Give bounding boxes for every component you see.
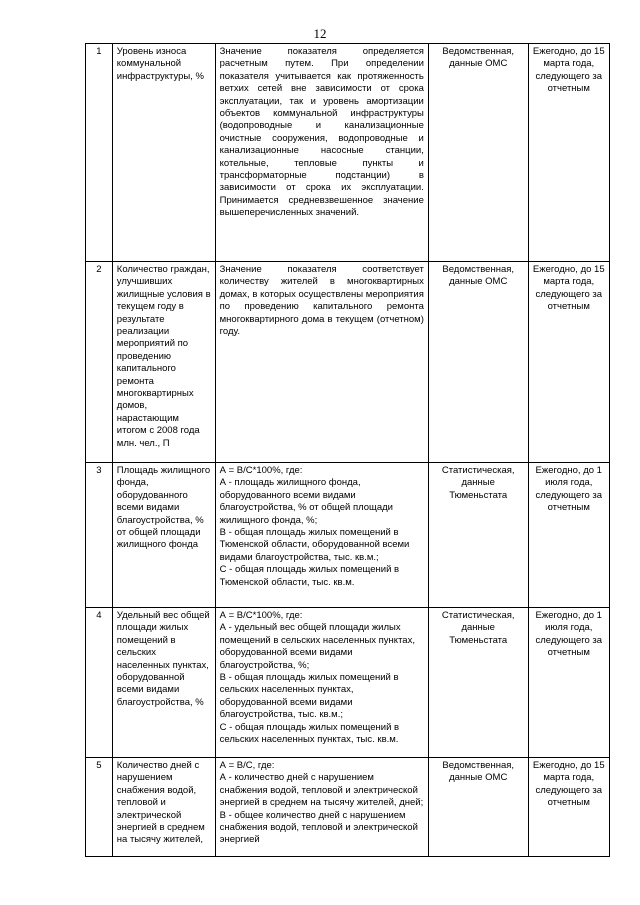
- formula-line: В - общая площадь жилых помещений в Тюменской области, оборудованной всеми видами благоустройства, тыс. кв.м.;: [219, 527, 410, 563]
- page-number: 12: [313, 26, 327, 41]
- row-number: 5: [86, 758, 113, 857]
- reporting-period: Ежегодно, до 1 июля года, следующего за отчетным: [528, 608, 609, 758]
- table-row: [86, 758, 610, 857]
- calculation-method: Значение показателя определяется расчетным путем. При определении показателя учитывается как протяженность ветхих сетей вне зависимости от срока эксплуатации, так и уровень амортизации объектов коммунальной инфраструктуры (водопроводные и канализационные очистные сооружения, водопроводные и канализационные насосные станции, котельные, тепловые пункты и трансформаторные подстанции) в зависимости от срока их эксплуатации. Принимается средневзвешенное значение вышеперечисленных значений.: [215, 44, 428, 262]
- formula-line: А = В/С*100%, где:: [219, 610, 303, 621]
- indicator-name: Удельный вес общей площади жилых помещений в сельских населенных пунктах, оборудованной всеми видами благоустройства, %: [112, 608, 215, 758]
- data-source: Ведомственная, данные ОМС: [428, 758, 528, 857]
- formula-line: А - удельный вес общей площади жилых помещений в сельских населенных пунктах, оборудованной всеми видами благоустройства, %;: [219, 622, 415, 671]
- row-number: 1: [86, 44, 113, 262]
- indicator-name: Площадь жилищного фонда, оборудованного всеми видами благоустройства, % от общей площади жилищного фонда: [112, 463, 215, 608]
- data-source: Ведомственная, данные ОМС: [428, 262, 528, 463]
- table-row: [86, 608, 610, 758]
- table-row: [86, 463, 610, 608]
- formula-line: А - количество дней с нарушением снабжения водой, тепловой и электрической энергией в среднем на тысячу жителей, дней;: [219, 772, 424, 809]
- formula-line: А = В/С*100%, где:: [219, 465, 303, 476]
- formula-line: С - общая площадь жилых помещений в Тюменской области, тыс. кв.м.: [219, 564, 400, 588]
- formula-line: А - площадь жилищного фонда, оборудованного всеми видами благоустройства, % от общей площади жилищного фонда, %;: [219, 477, 393, 526]
- indicator-name: Количество дней с нарушением снабжения водой, тепловой и электрической энергией в среднем на тысячу жителей,: [112, 758, 215, 857]
- calculation-method: [215, 758, 428, 857]
- reporting-period: Ежегодно, до 15 марта года, следующего за отчетным: [528, 262, 609, 463]
- table-row: [86, 262, 610, 463]
- table-row: [86, 44, 610, 262]
- data-source: Статистическая, данные Тюменьстата: [428, 608, 528, 758]
- indicator-name: Уровень износа коммунальной инфраструктуры, %: [112, 44, 215, 262]
- calculation-method: [215, 608, 428, 758]
- row-number: 3: [86, 463, 113, 608]
- indicator-name: Количество граждан, улучшивших жилищные условия в текущем году в результате реализации мероприятий по проведению капитального ремонта многоквартирных домов, нарастающим итогом с 2008 года млн. чел., П: [112, 262, 215, 463]
- reporting-period: Ежегодно, до 15 марта года, следующего за отчетным: [528, 44, 609, 262]
- row-number: 2: [86, 262, 113, 463]
- formula-line: С - общая площадь жилых помещений в сельских населенных пунктах, тыс. кв.м.: [219, 721, 400, 746]
- reporting-period: Ежегодно, до 1 июля года, следующего за отчетным: [528, 463, 609, 608]
- row-number: 4: [86, 608, 113, 758]
- formula-line: В - общая площадь жилых помещений в сельских населенных пунктах, оборудованной всеми видами благоустройства, тыс. кв.м.;: [219, 672, 399, 721]
- data-source: Статистическая, данные Тюменьстата: [428, 463, 528, 608]
- reporting-period: Ежегодно, до 15 марта года, следующего за отчетным: [528, 758, 609, 857]
- calculation-method: Значение показателя соответствует количеству жителей в многоквартирных домах, в которых осуществлены мероприятия по проведению капитального ремонта многоквартирного дома в текущем (отчетном) году.: [215, 262, 428, 463]
- calculation-method: [215, 463, 428, 608]
- indicators-table: [85, 43, 610, 857]
- formula-line: А = В/С, где:: [219, 760, 275, 771]
- formula-line: В - общее количество дней с нарушением снабжения водой, тепловой и электрической энергией: [219, 809, 418, 846]
- data-source: Ведомственная, данные ОМС: [428, 44, 528, 262]
